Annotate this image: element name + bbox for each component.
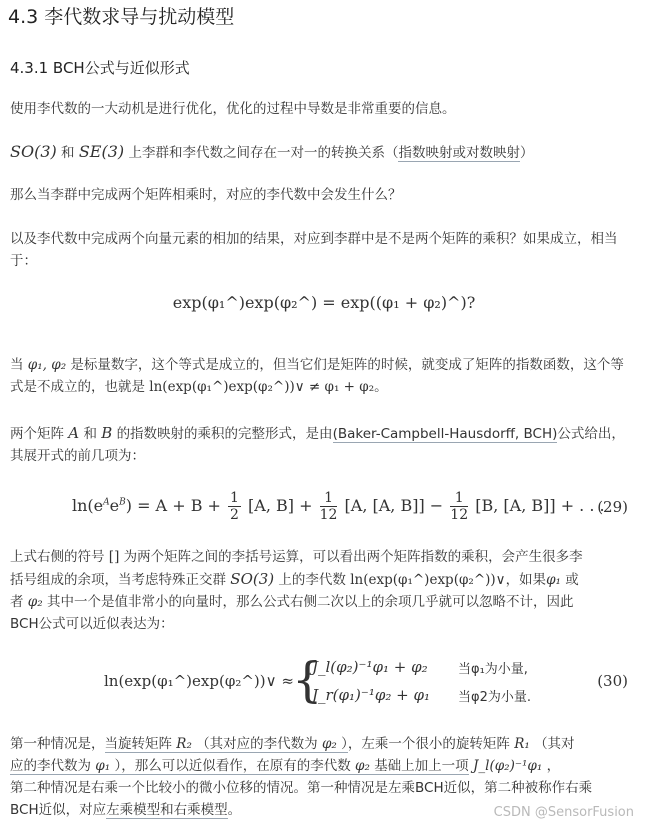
bch-e: e	[109, 496, 120, 515]
text-if: ，如果	[505, 572, 547, 588]
equation-exp-sum: exp(φ₁^)exp(φ₂^) = exp((φ₁ + φ₂)^)?	[172, 293, 476, 312]
paragraph-correspondence	[10, 141, 635, 164]
math-so3-2: SO(3)	[230, 570, 275, 588]
math-se3: SE(3)	[78, 142, 125, 161]
text-algebra-phi1: 应的李代数为 φ₁ ）	[10, 758, 122, 774]
text-correspondence: 上李群和李代数之间存在一对一的转换关系（	[128, 145, 399, 161]
equation-bch-approx	[0, 652, 648, 714]
text-case1: 第一种情况是，	[10, 736, 105, 752]
math-phi12: φ₁, φ₂	[27, 357, 67, 373]
math-inequality: ln(exp(φ₁^)exp(φ₂^))∨ ≠ φ₁ + φ₂	[149, 379, 375, 395]
text-comma: ，	[546, 758, 561, 774]
section-title: 4.3 李代数求导与扰动模型	[8, 6, 235, 28]
equation-number-30: (30)	[597, 672, 628, 690]
math-bracket-symbol: []	[108, 549, 120, 565]
text-rotation-r2: 当旋转矩阵 R₂ （其对应的李代数为 φ₂ ）	[104, 736, 348, 752]
lie-bracket-line-4: BCH公式可以近似表达为：	[10, 616, 174, 632]
text-its-algebra: （其对	[534, 736, 575, 752]
text-explanation: 是标量数字，这个等式是成立的，但当它们是矩阵的时候，就变成了矩阵的指数函数，这个等式是不成立的，也就是	[10, 357, 624, 395]
lie-bracket-line-1	[10, 546, 635, 568]
brace-symbol: {	[292, 652, 323, 708]
subsection-title: 4.3.1 BCH公式与近似形式	[10, 59, 190, 77]
text-zhe: 者	[10, 594, 24, 610]
text-remainder: 括号组成的余项，当考虑特殊正交群	[10, 572, 226, 588]
frac-half-num: 1	[230, 490, 239, 506]
paragraph-question-algebra: 以及李代数中完成两个向量元素的相加的结果，对应到李群中是不是两个矩阵的乘积？如果成立，相当于：	[10, 231, 618, 269]
paragraph-lie-bracket	[10, 546, 635, 635]
models-line-3: 第二种情况是右乘一个比较小的微小位移的情况。第一种情况是左乘BCH近似，第二种被称作右乘	[10, 780, 593, 796]
text-lie-algebra-on: 上的李代数	[278, 572, 346, 588]
paragraph-bch-intro	[10, 422, 635, 467]
text-symbol: 上式右侧的符号	[10, 549, 105, 565]
approx-case2-expr: J_r(φ₁)⁻¹φ₂ + φ₁	[312, 686, 430, 704]
text-and: 和	[61, 145, 75, 161]
text-final-period: 。	[227, 802, 242, 818]
frac-twelfth-2-num: 1	[450, 490, 468, 507]
text-close: ）	[519, 145, 534, 161]
paragraph-question-group: 那么当李群中完成两个矩阵相乘时，对应的李代数中会发生什么？	[10, 187, 402, 203]
text-expansion: 公式给出，其展开式的前几项为：	[10, 426, 625, 464]
models-line-2	[10, 755, 635, 777]
exp-log-map-link[interactable]: 指数映射或对数映射	[398, 145, 520, 161]
math-phi1: φ₁	[546, 572, 561, 588]
text-product-form: 的指数映射的乘积的完整形式，是由	[116, 426, 333, 442]
text-or: 或	[565, 572, 579, 588]
approx-lhs: ln(exp(φ₁^)exp(φ₂^))∨ ≈	[104, 672, 294, 690]
math-R1: R₁	[514, 736, 530, 752]
math-R2: R₂	[176, 736, 192, 752]
math-A: A	[68, 424, 80, 442]
frac-twelfth-1-num: 1	[320, 490, 338, 507]
bch-sup-B: B	[119, 497, 126, 508]
bch-sup-A: A	[103, 497, 110, 508]
bch-rhs1: ) = A + B +	[125, 496, 221, 515]
approx-case1-cond: 当φ₁为小量,	[458, 662, 528, 677]
text-when: 当	[10, 357, 24, 373]
text-period: 。	[374, 379, 388, 395]
models-line-1	[10, 733, 635, 755]
frac-twelfth-1	[320, 490, 338, 523]
math-phi1-b: φ₁	[95, 758, 111, 774]
text-two-matrices: 两个矩阵	[10, 426, 64, 442]
frac-twelfth-2-den: 12	[450, 507, 469, 523]
text-and2: 和	[83, 426, 97, 442]
math-phi2-b: φ₂	[321, 736, 337, 752]
text-bch-approx: BCH近似，对应	[10, 802, 107, 818]
paragraph-scalar-vs-matrix	[10, 354, 635, 398]
lie-bracket-line-3	[10, 591, 635, 613]
math-ln-exp: ln(exp(φ₁^)exp(φ₂^))∨	[350, 572, 506, 588]
math-jacobian-term: J_l(φ₂)⁻¹φ₁	[472, 758, 543, 774]
text-left-multiply: ，左乘一个很小的旋转矩阵	[347, 736, 510, 752]
left-right-model-link[interactable]: 左乘模型和右乘模型	[106, 802, 228, 818]
frac-half-den: 2	[230, 507, 239, 523]
frac-twelfth-2	[450, 490, 468, 523]
approx-case2-cond: 当φ2为小量.	[458, 690, 531, 705]
bch-term2: [A, [A, B]] −	[344, 496, 444, 515]
text-bracket-desc: 为两个矩阵之间的李括号运算，可以看出两个矩阵指数的乘积，会产生很多李	[123, 549, 583, 565]
frac-half	[228, 490, 241, 523]
equation-number-29: (29)	[597, 498, 628, 516]
math-phi2-c: φ₂	[355, 758, 370, 774]
paragraph-motivation: 使用李代数的一大动机是进行优化，优化的过程中导数是非常重要的信息。	[10, 101, 456, 117]
text-small-vector: 其中一个是值非常小的向量时，那么公式右侧二次以上的余项几乎就可以忽略不计，因此	[46, 594, 574, 610]
math-phi2: φ₂	[27, 594, 43, 610]
equation-bch	[0, 484, 648, 534]
csdn-watermark: CSDN @SensorFusion	[493, 805, 634, 820]
bch-lhs: ln(e	[72, 496, 104, 515]
frac-twelfth-1-den: 12	[319, 507, 338, 523]
bch-link[interactable]: (Baker-Campbell-Hausdorff, BCH)	[332, 426, 558, 442]
bch-term3: [B, [A, B]] + . . .	[475, 496, 605, 515]
math-B: B	[101, 424, 113, 442]
math-so3: SO(3)	[10, 142, 57, 161]
approx-case1-expr: J_l(φ₂)⁻¹φ₁ + φ₂	[312, 658, 428, 676]
lie-bracket-line-2	[10, 568, 635, 591]
bch-term1: [A, B] +	[248, 496, 313, 515]
text-approx-view: ，那么可以近似看作，在原有的李代数 φ₂ 基础上加上一项	[121, 758, 469, 774]
